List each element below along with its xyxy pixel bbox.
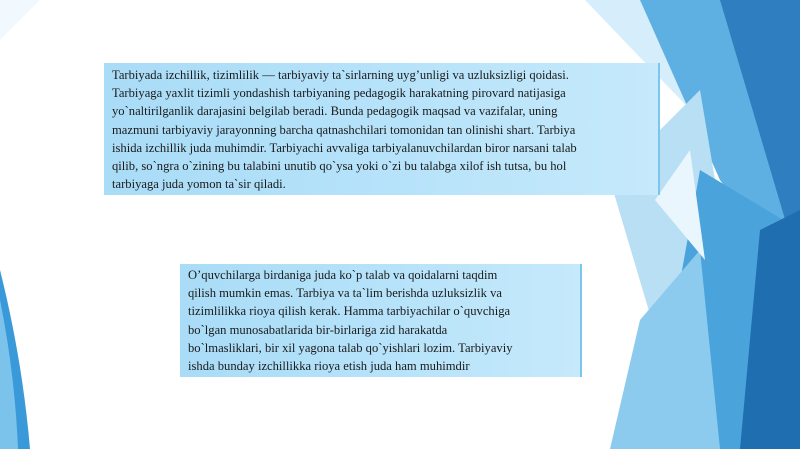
- text-line: tizimlilikka rioya qilish kerak. Hamma tarbiyachilar o`quvchiga: [188, 304, 511, 319]
- text-line: O’quvchilarga birdaniga juda ko`p talab va qoidalarni taqdim: [188, 268, 498, 282]
- text-line: qilib, so`ngra o`zining bu talabini unutib qo`ysa yoki o`zi bu talabga xilof ish tutsa, bu hol: [112, 159, 567, 174]
- text-line: bo`lgan munosabatlarida bir-birlariga zid harakatda: [188, 322, 448, 337]
- text-line: tarbiyaga juda yomon ta`sir qiladi.: [112, 177, 286, 192]
- text-box-izchillik-definition: [104, 63, 660, 195]
- text-line: bo`lmasliklari, bir xil yagona talab qo`yishlari lozim. Tarbiyaviy: [188, 340, 513, 355]
- text-line: mazmuni tarbiyaviy jarayonning barcha qatnashchilari tomonidan tan olinishi shart. Tarbiya: [112, 122, 576, 137]
- text-line: qilish mumkin emas. Tarbiya va ta`lim berishda uzluksizlik va: [188, 286, 503, 301]
- text-line: ishda bunday izchillikka rioya etish juda ham muhimdir: [188, 359, 470, 374]
- deco-left-top-glint: [0, 0, 40, 40]
- text-line: ishida izchillik juda muhimdir. Tarbiyachi avvaliga tarbiyalanuvchilardan biror narsani talab: [112, 140, 577, 155]
- text-box-uzluksizlik: [180, 264, 582, 377]
- text-line: Tarbiyada izchillik, tizimlilik — tarbiyaviy ta`sirlarning uyg’unligi va uzluksizligi qoidasi.: [112, 68, 569, 82]
- text-line: Tarbiyaga yaxlit tizimli yondashish tarbiyaning pedagogik harakatning pirovard natijasiga: [112, 86, 566, 101]
- text-line: yo`naltirilganlik darajasini belgilab beradi. Bunda pedagogik maqsad va vazifalar, uning: [112, 104, 558, 119]
